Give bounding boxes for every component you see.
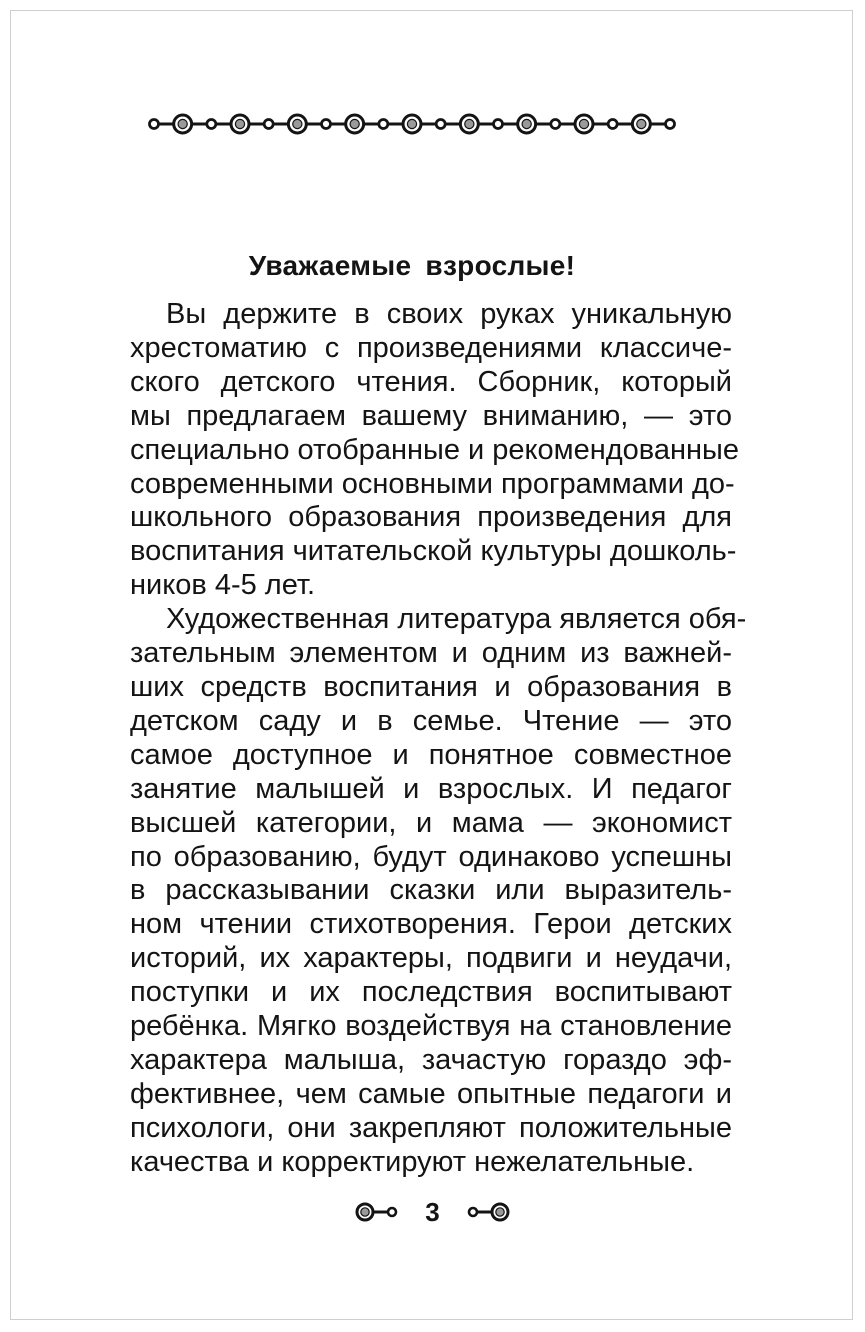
page-title: Уважаемые взрослые! [248,250,576,281]
large-bead-core [637,119,646,128]
small-bead [551,120,560,129]
text-line: ников 4-5 лет. [130,569,316,602]
text-line: хрестоматию с произведениями классиче- [130,331,732,364]
large-bead-core [407,119,416,128]
small-bead [379,120,388,129]
text-line: поступки и их последствия воспитывают [130,976,732,1009]
small-bead [207,120,216,129]
text-line: фективнее, чем самые опытные педагоги и [130,1077,732,1110]
small-bead [666,120,675,129]
text-line: ших средств воспитания и образования в [130,670,732,703]
large-bead-core [522,119,531,128]
text-line: специально отобранные и рекомендованные [130,433,739,466]
small-bead [264,120,273,129]
large-bead-core [579,119,588,128]
large-bead-core [235,119,244,128]
text-line: в рассказывании сказки или выразитель- [130,874,732,907]
bead-link-right-icon [464,1199,510,1225]
page-footer [0,1195,865,1229]
text-line: Вы держите в своих руках уникальную [166,298,732,330]
page-number: 3 [425,1197,440,1227]
text-line: мы предлагаем вашему вниманию, — это [130,399,732,432]
text-line: школьного образования произведения для [130,501,732,534]
small-bead [608,120,617,129]
paragraph-1 [94,298,739,603]
text-line: качества и корректируют нежелательные. [130,1145,695,1178]
text-line: Художественная литература является обя- [166,603,747,636]
text-line: современными основными программами до- [130,467,735,500]
body-text [94,298,747,1180]
text-line: по образованию, будут одинаково успешны [130,840,732,873]
text-line: характера малыша, зачастую гораздо эф- [130,1043,732,1076]
small-bead [150,120,159,129]
text-line: историй, их характеры, подвиги и неудачи, [130,942,732,975]
text-line: ребёнка. Мягко воздействуя на становление [130,1010,732,1043]
text-line: психологи, они закрепляют положительные [130,1111,732,1144]
bead-link-left-icon [355,1199,401,1225]
large-bead-core [293,119,302,128]
text-line: ского детского чтения. Сборник, который [130,365,732,398]
text-line: занятие малышей и взрослых. И педагог [130,772,732,805]
small-bead [436,120,445,129]
paragraph-2 [94,603,747,1179]
text-line: самое доступное и понятное совместное [130,738,732,771]
large-bead-core [465,119,474,128]
text-line: ном чтении стихотворения. Герои детских [130,908,732,941]
small-bead [322,120,331,129]
small-bead [494,120,503,129]
large-bead-core [350,119,359,128]
beaded-chain-ornament-icon [142,108,682,140]
text-line: воспитания читательской культуры дошколь- [130,535,737,568]
text-line: детском саду и в семье. Чтение — это [130,704,732,737]
large-bead-core [178,119,187,128]
text-line: высшей категории, и мама — экономист [130,806,732,839]
text-line: зательным элементом и одним из важней- [130,637,732,670]
